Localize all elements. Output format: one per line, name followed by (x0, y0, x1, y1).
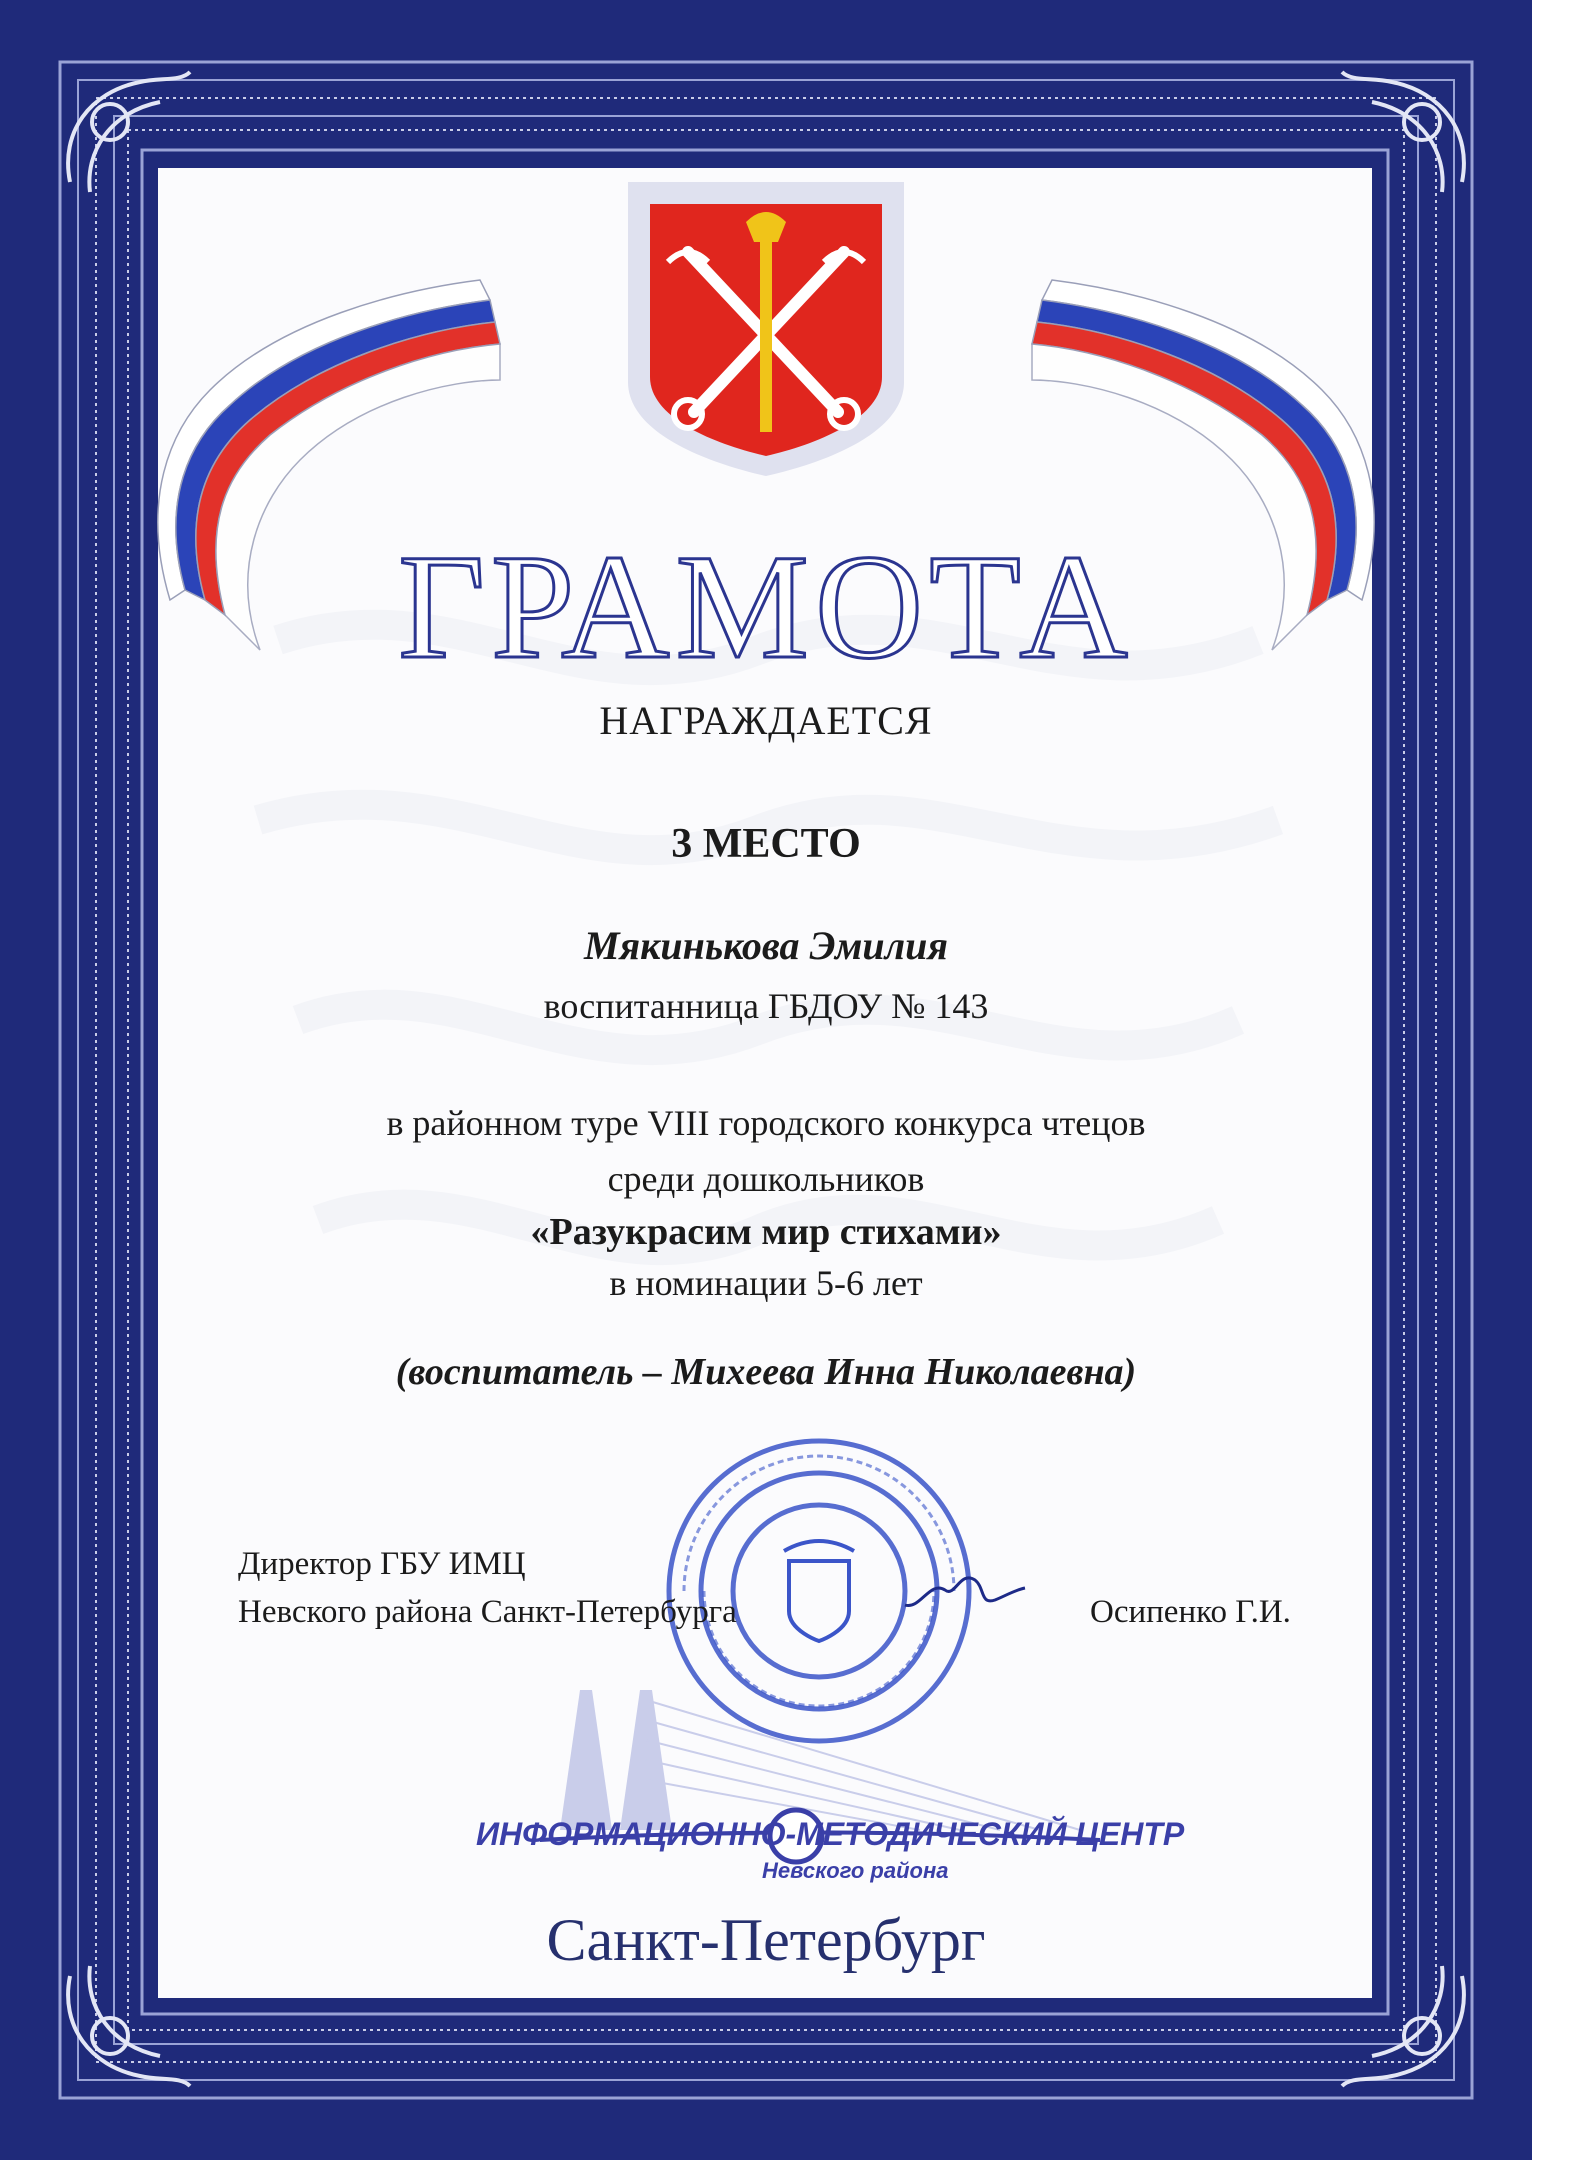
city-label: Санкт-Петербург (546, 1907, 986, 1973)
nomination-label: в номинации 5-6 лет (609, 1263, 923, 1303)
place-label: 3 МЕСТО (671, 821, 861, 867)
teacher-credit: (воспитатель – Михеева Инна Николаевна) (395, 1351, 1137, 1393)
corner-ornament-bottom-left (50, 1956, 200, 2106)
corner-ornament-bottom-right (1332, 1956, 1482, 2106)
director-title-line2: Невского района Санкт-Петербурга (238, 1594, 737, 1630)
coat-of-arms (628, 182, 904, 476)
recipient-name: Мякинькова Эмилия (583, 923, 949, 968)
svg-text:ГРАМОТА: ГРАМОТА (398, 535, 1134, 675)
corner-ornament-top-right (1332, 52, 1482, 202)
contest-title: «Разукрасим мир стихами» (530, 1211, 1002, 1253)
contest-description-line2: среди дошкольников (607, 1159, 925, 1199)
signer-name: Осипенко Г.И. (1090, 1594, 1291, 1630)
contest-description-line1: в районном туре VIII городского конкурса чтецов (386, 1103, 1146, 1143)
signature (900, 1560, 1030, 1620)
imc-logo-subtext: Невского района (762, 1858, 949, 1883)
scan-margin (1532, 0, 1571, 2160)
imc-logo-text: ИНФОРМАЦИОННО-МЕТОДИЧЕСКИЙ ЦЕНТР (476, 1816, 1185, 1852)
recipient-organization: воспитанница ГБДОУ № 143 (543, 986, 989, 1026)
certificate-title (385, 535, 1147, 675)
corner-ornament-top-left (50, 52, 200, 202)
awarded-label: НАГРАЖДАЕТСЯ (599, 698, 933, 743)
director-title-line1: Директор ГБУ ИМЦ (238, 1546, 526, 1582)
